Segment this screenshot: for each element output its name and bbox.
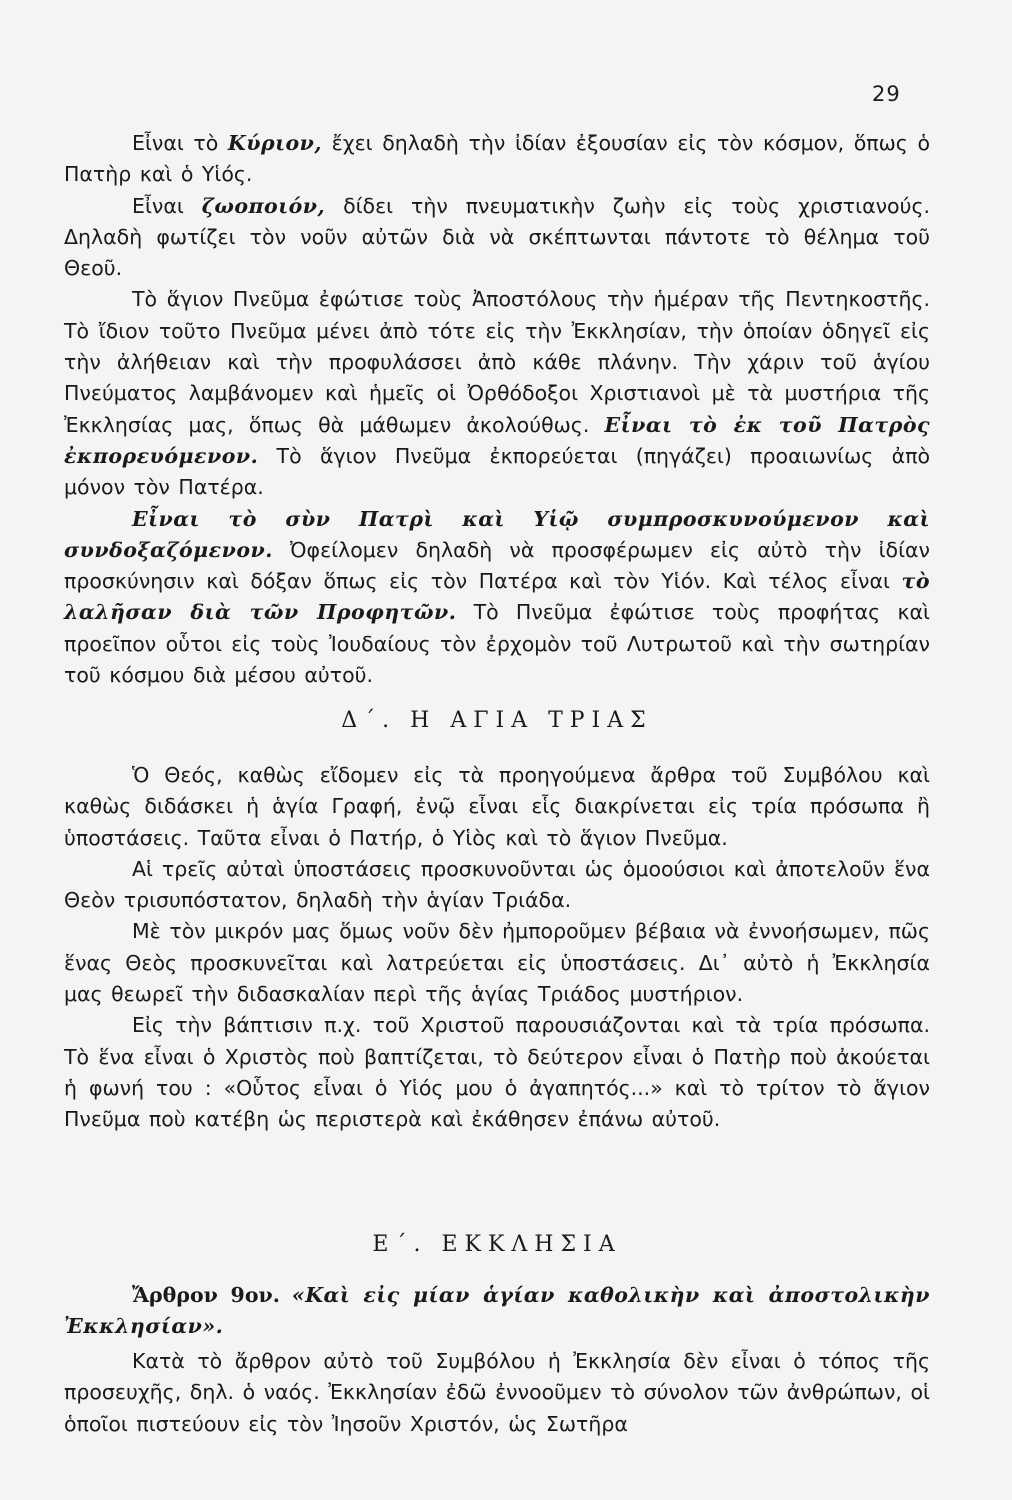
- intro-section: [64, 128, 930, 691]
- article-text: «Καὶ εἰς μίαν ἁγίαν καθολικὴν καὶ ἀποστολικὴν Ἐκκλησίαν».: [64, 1283, 930, 1339]
- emphasis-zoopoion: ζωοποιόν,: [201, 193, 326, 218]
- trinity-section: [64, 760, 930, 1136]
- section-heading-church: Ε΄. ΕΚΚΛΗΣΙΑ: [372, 1232, 622, 1257]
- article-heading: [64, 1280, 930, 1343]
- text-run: Ὀφείλομεν δηλαδὴ νὰ προσφέρωμεν εἰς αὐτὸ τὴν ἰδίαν προσκύνησιν καὶ δόξαν ὅπως εἰς τὸν Πατέρα καὶ τὸν Υἱόν. Καὶ τέλος εἶναι: [64, 537, 930, 594]
- text-run: Τὸ ἅγιον Πνεῦμα ἐφώτισε τοὺς Ἀποστόλους τὴν ἡμέραν τῆς Πεντηκοστῆς. Τὸ ἴδιον τοῦτο Πνεῦμα μένει ἀπὸ τότε εἰς τὴν Ἐκκλησίαν, τὴν ὁποίαν ὁδηγεῖ εἰς τὴν ἀλήθειαν καὶ τὴν προφυλάσσει ἀπὸ κάθε πλάνην. Τὴν χάριν τοῦ ἁγίου Πνεύματος λαμβάνομεν καὶ ἡμεῖς οἱ Ὀρθόδοξοι Χριστιανοὶ μὲ τὰ μυστήρια τῆς Ἐκκλησίας μας, ὅπως θὰ μάθωμεν ἀκολούθως.: [64, 287, 930, 437]
- text-run: Τὸ ἅγιον Πνεῦμα ἐκπορεύεται (πηγάζει) προαιωνίως ἀπὸ μόνον τὸν Πατέρα.: [64, 443, 930, 500]
- paragraph-worship: [64, 504, 930, 692]
- emphasis-prophets: τὸ λαλῆσαν διὰ τῶν Προφητῶν.: [64, 569, 930, 625]
- text-run: ἔχει δηλαδὴ τὴν ἰδίαν ἐξουσίαν εἰς τὸν κόσμον, ὅπως ὁ Πατὴρ καὶ ὁ Υἱός.: [64, 131, 930, 187]
- text-run: δίδει τὴν πνευματικὴν ζωὴν εἰς τοὺς χριστιανούς. Δηλαδὴ φωτίζει τὸν νοῦν αὐτῶν διὰ νὰ σκέπτωνται πάντοτε τὸ θέλημα τοῦ Θεοῦ.: [64, 193, 930, 281]
- emphasis-worship: Εἶναι τὸ σὺν Πατρὶ καὶ Υἱῷ συμπροσκυνούμενον καὶ συνδοξαζόμενον.: [64, 506, 930, 562]
- paragraph-trinity-3: Μὲ τὸν μικρόν μας ὅμως νοῦν δὲν ἠμποροῦμεν βέβαια νὰ ἐννοήσωμεν, πῶς ἕνας Θεὸς προσκυνεῖται καὶ λατρεύεται εἰς ὑποστάσεις. Δι᾽ αὐτὸ ἡ Ἐκκλησία μας θεωρεῖ τὴν διδασκαλίαν περὶ τῆς ἁγίας Τριάδος μυστήριον.: [64, 919, 930, 1007]
- church-section: [64, 1346, 930, 1440]
- page-number: 29: [872, 82, 901, 106]
- text-run: Εἶναι τὸ: [132, 131, 228, 155]
- emphasis-kyrion: Κύριον,: [227, 131, 323, 155]
- paragraph-trinity-2: Αἱ τρεῖς αὐταὶ ὑποστάσεις προσκυνοῦνται ὡς ὁμοούσιοι καὶ ἀποτελοῦν ἕνα Θεὸν τρισυπόστατον, δηλαδὴ τὴν ἁγίαν Τριάδα.: [64, 856, 930, 913]
- text-run: Τὸ Πνεῦμα ἐφώτισε τοὺς προφήτας καὶ προεῖπον οὗτοι εἰς τοὺς Ἰουδαίους τὸν ἐρχομὸν τοῦ Λυτρωτοῦ καὶ τὴν σωτηρίαν τοῦ κόσμου διὰ μέσου αὐτοῦ.: [64, 600, 930, 688]
- paragraph-zoopoion: [64, 191, 930, 285]
- emphasis-procession: Εἶναι τὸ ἐκ τοῦ Πατρὸς ἐκπορευόμενον.: [64, 412, 930, 468]
- article-9: [64, 1280, 930, 1343]
- paragraph-kyrion: [64, 128, 930, 191]
- paragraph-trinity-1: Ὁ Θεός, καθὼς εἴδομεν εἰς τὰ προηγούμενα ἄρθρα τοῦ Συμβόλου καὶ καθὼς διδάσκει ἡ ἁγία Γραφή, ἐνῷ εἶναι εἷς διακρίνεται εἰς τρία πρόσωπα ἢ ὑποστάσεις. Ταῦτα εἶναι ὁ Πατήρ, ὁ Υἱὸς καὶ τὸ ἅγιον Πνεῦμα.: [64, 763, 930, 850]
- paragraph-trinity-4: Εἰς τὴν βάπτισιν π.χ. τοῦ Χριστοῦ παρουσιάζονται καὶ τὰ τρία πρόσωπα. Τὸ ἕνα εἶναι ὁ Χριστὸς ποὺ βαπτίζεται, τὸ δεύτερον εἶναι ὁ Πατὴρ ποὺ ἀκούεται ἡ φωνή του : «Οὗτος εἶναι ὁ Υἱός μου ὁ ἀγαπητός...» καὶ τὸ τρίτον τὸ ἅγιον Πνεῦμα ποὺ κατέβη ὡς περιστερὰ καὶ ἐκάθησεν ἐπάνω αὐτοῦ.: [64, 1013, 930, 1132]
- paragraph-church-1: Κατὰ τὸ ἄρθρον αὐτὸ τοῦ Συμβόλου ἡ Ἐκκλησία δὲν εἶναι ὁ τόπος τῆς προσευχῆς, δηλ. ὁ ναός. Ἐκκλησίαν ἐδῶ ἐννοοῦμεν τὸ σύνολον τῶν ἀνθρώπων, οἱ ὁποῖοι πιστεύουν εἰς τὸν Ἰησοῦν Χριστόν, ὡς Σωτῆρα: [64, 1349, 930, 1436]
- text-run: Εἶναι: [132, 193, 202, 218]
- article-label: Ἄρθρον 9ον.: [132, 1283, 280, 1307]
- section-heading-trinity: Δ΄. Η ΑΓΙΑ ΤΡΙΑΣ: [341, 708, 653, 733]
- paragraph-pentecost: [64, 284, 930, 503]
